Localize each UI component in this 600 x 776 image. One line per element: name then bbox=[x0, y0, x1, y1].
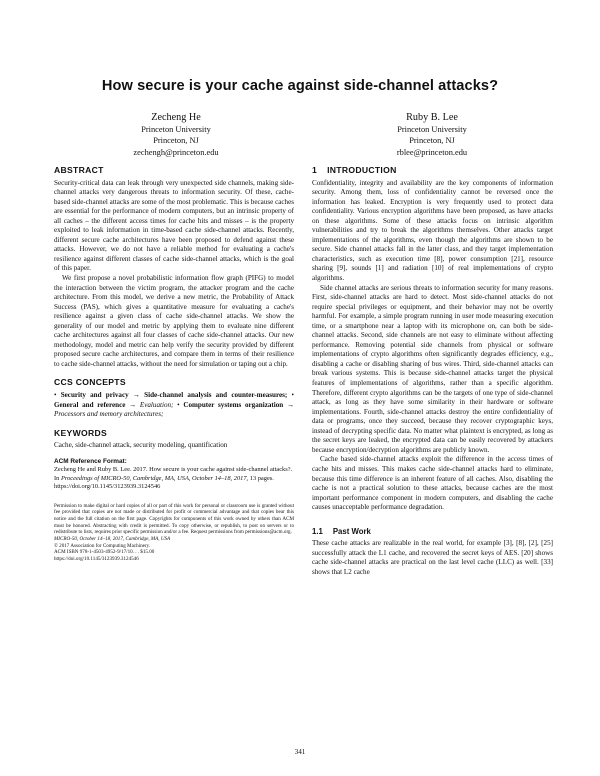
permission-doi[interactable]: https://doi.org/10.1145/3123939.3124546 bbox=[54, 556, 139, 563]
ccs-concept-sub: Evaluation; bbox=[139, 400, 174, 409]
author-location: Princeton, NJ bbox=[153, 136, 199, 146]
ccs-concept-sub: Processors and memory architectures; bbox=[54, 410, 164, 419]
author-name: Zecheng He bbox=[151, 112, 201, 123]
past-work-paragraph: These cache attacks are realizable in the real world, for example [3], [8], [2], [25] successfully attack the L1 cache, and recovered the secret keys of AES. [20] shows cache side-channel attacks are practical on the last level cache (LLC) as well. [33] shows that L2 cache bbox=[312, 539, 553, 576]
author-email: zechengh@princeton.edu bbox=[133, 147, 219, 157]
ccs-concepts: • Security and privacy → Side-channel analysis and counter-measures; • General and reference → Evaluation; • Computer systems organization → Processors and memory architectures; bbox=[54, 391, 295, 419]
author-block-2 bbox=[322, 111, 542, 158]
abstract-paragraph: We first propose a novel probabilistic information flow graph (PIFG) to model the interaction between the victim program, the attacker program and the cache architecture. From this model, we derive a new metric, the Probability of Attack Success (PAS), which gives a quantitative measure for evaluating a cache's resilience against a given class of cache side-channel attacks. We show the generality of our model and metric by applying them to evaluate nine different cache architectures against all four classes of cache side-channel attacks. Our new methodology, model and metric can help verify the security provided by different proposed secure cache architectures, and compare them in terms of their resilience to cache side-channel attacks, without the need for simulation or taping out a chip. bbox=[54, 274, 294, 368]
paper-title: How secure is your cache against side-channel attacks? bbox=[101, 78, 499, 94]
acm-reference-doi[interactable]: https://doi.org/10.1145/3123939.3124546 bbox=[54, 483, 161, 491]
intro-paragraph: Side channel attacks are serious threats to information security for many reasons. First, side-channel attacks are hard to detect. Most side-channel attacks do not require special privileges or equipment, and their behavior may not be overtly harmful. For example, a simple program running in user mode measuring execution time, or a smartphone near a laptop with its microphone on, can both be side-channel attacks. Second, side channels are not easy to eliminate without affecting performance. Removing potential side channels from physical or software implementations of crypto algorithms often significantly degrades efficiency, e.g., disabling a cache or disabling sharing of bus wires. Third, side-channel attacks can break various systems. This is because side-channel attacks target the physical features of implementations of algorithms, rather than a specific algorithm. Therefore, different crypto algorithms can be the targets of one type of side-channel attack, as long as they have some similarity in their hardware or software implementations. Fourth, side-channel attacks destroy the entire confidentiality of data or programs, once they succeed, because they recover cryptographic keys, instead of decrypting specific data. No matter what plaintext is encrypted, as long as the secret keys are leaked, the encrypted data can be easily recovered by attackers because encryption/decryption algorithms are publicly known. bbox=[312, 283, 553, 454]
ccs-concept-main: General and reference bbox=[54, 400, 126, 409]
keywords-text: Cache, side-channel attack, security modeling, quantification bbox=[54, 441, 228, 450]
acm-reference: Zecheng He and Ruby B. Lee. 2017. How secure is your cache against side-channel attacks?. In Proceedings of MICRO-50, Cambridge, MA, USA, October 14–18, 2017, 13 pages. https://doi.org/10.1145/3123939.3124546 bbox=[54, 466, 293, 491]
ccs-concept-main: Computer systems organization bbox=[183, 400, 284, 409]
left-column bbox=[54, 166, 294, 563]
ccs-heading: CCS CONCEPTS bbox=[54, 377, 126, 388]
acm-reference-label: ACM Reference Format: bbox=[54, 457, 127, 465]
author-email: rblee@princeton.edu bbox=[396, 147, 468, 157]
abstract-heading: ABSTRACT bbox=[54, 165, 104, 175]
introduction-heading: 1 INTRODUCTION bbox=[312, 165, 397, 175]
abstract-paragraph: Security-critical data can leak through very unexpected side channels, making side-channel attacks very dangerous threats to information security. Of these, cache-based side-channel attacks are some of the most problematic. This is because caches are essential for the performance of modern computers, but an intrinsic property of all caches – the different access times for cache hits and misses – is the property exploited to leak information in time-based cache side-channel attacks. Recently, different secure cache architectures have been proposed to defend against these attacks. However, we do not have a reliable method for evaluating a cache's resilience against different classes of cache side-channel attacks, which is the goal of this paper. bbox=[54, 178, 294, 273]
past-work-heading: 1.1 Past Work bbox=[312, 526, 371, 536]
author-affiliation: Princeton University bbox=[397, 125, 467, 134]
author-affiliation: Princeton University bbox=[141, 125, 211, 134]
author-block-1 bbox=[66, 111, 286, 158]
ccs-concept-sub: Side-channel analysis and counter-measures; bbox=[144, 391, 288, 400]
author-name: Ruby B. Lee bbox=[406, 112, 458, 123]
intro-paragraph: Confidentiality, integrity and availability are the key components of information security. Among them, loss of confidentiality cannot be reversed once the information has leaked. Encryption is very frequently used to protect data confidentiality. Various encryption algorithms have been proposed, as have attacks on these algorithms. Some of these attacks focus on intrinsic algorithm vulnerabilities and try to break the algorithms themselves. Other attacks target implementations of the algorithms, even though the algorithms are shown to be secure. Side channel attacks fall in the latter class, and they target implementation characteristics, such as execution time [8], power consumption [21], resource sharing [9], sounds [1] and radiation [10] of real implementations of crypto algorithms. bbox=[312, 178, 553, 283]
page-number: 341 bbox=[294, 748, 306, 756]
intro-paragraph: Cache based side-channel attacks exploit the difference in the access times of cache hits and misses. This makes cache side-channel attacks hard to eliminate, because this time difference is an inherent feature of all caches. Also, disabling the cache is not a practical solution to these attacks, because caches are the most important performance component in modern computers, and disabling the cache causes unacceptable performance degradation. bbox=[312, 455, 553, 512]
permission-notice: Permission to make digital or hard copies of all or part of this work for personal or classroom use is granted without fee provided that copies are not made or distributed for profit or commercial advantage and that copies bear this notice and the full citation on the first page. Copyrights for components of this work owned by others than ACM must be honored. Abstracting with credit is permitted. To copy otherwise, or republish, to post on servers or to redistribute to lists, requires prior specific permission and/or a fee. Request permissions from permissions@acm.org. MICRO-50, October 14–18, 2017, Cambridge, MA, USA © 2017 Association for Computing Machinery. ACM ISBN 978-1-4503-4952-9/17/10. . . $15.00 https://doi.org/10.1145/3123939.3124546 bbox=[54, 502, 294, 563]
keywords-heading: KEYWORDS bbox=[54, 427, 108, 438]
author-location: Princeton, NJ bbox=[409, 136, 455, 146]
right-column bbox=[312, 166, 553, 577]
ccs-concept-main: Security and privacy bbox=[60, 391, 129, 400]
